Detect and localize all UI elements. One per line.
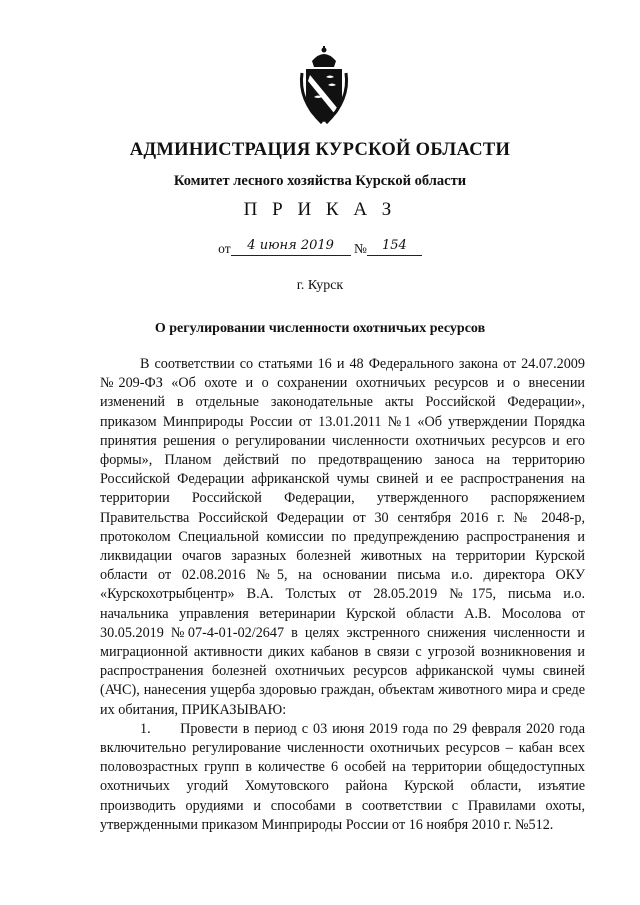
number-field (367, 238, 422, 256)
doc-type: П Р И К А З (243, 199, 397, 220)
body-text (100, 355, 589, 835)
committee-name: Комитет лесного хозяйства Курской области (173, 173, 467, 189)
org-name: АДМИНИСТРАЦИЯ КУРСКОЙ ОБЛАСТИ (129, 140, 511, 160)
city: г. Курск (296, 278, 344, 293)
date-field (231, 238, 351, 256)
subject-heading: О регулировании численности охотничьих ресурсов (154, 321, 486, 336)
date-handwritten: 4 июня 2019 (247, 238, 334, 253)
date-prefix: от (218, 241, 231, 256)
coat-of-arms-icon (296, 45, 352, 125)
number-handwritten: 154 (381, 238, 407, 253)
preamble-paragraph: В соответствии со статьями 16 и 48 Федерального закона от 24.07.2009 №209-ФЗ «Об охоте и о сохранении охотничьих ресурсов и о внесении изменений в отдельные законодательные акты Российской Федерации», приказом Минприроды России от 13.01.2011 №1 «Об утверждении Порядка принятия решения о регулировании численности охотничьих ресурсов и его формы», Планом действий по предотвращению заноса на территорию Российской Федерации африканской чумы свиней и ее распространения на территории Российской Федерации, утвержденного распоряжением Правительства Российской Федерации от 30 сентября 2016 г. № 2048-р, протоколом Специальной комиссии по предупреждению распространения и ликвидации очагов заразных болезней животных на территории Курской области от 02.08.2016 №5, на основании письма и.о. директора ОКУ «Курскохотрыбцентр» В.А. Толстых от 28.05.2019 №175, письма и.о. начальника управления ветеринарии Курской области А.В. Мосолова от 30.05.2019 №07-4-01-02/2647 в целях экстренного снижения численности и миграционной активности диких кабанов в связи с угрозой возникновения и распространения болезней охотничьих ресурсов африканской чумы свиней (АЧС), нанесения ущерба здоровью граждан, объектам животного мира и среде их обитания, ПРИКАЗЫВАЮ: (100, 356, 585, 718)
date-line (0, 238, 640, 257)
item-1-paragraph: 1. Провести в период с 03 июня 2019 года по 29 февраля 2020 года включительно регулирование численности охотничьих ресурсов – кабан всех половозрастных групп в количестве 6 особей на территории общедоступных охотничьих угодий Хомутовского района Курской области, изъятие производить орудиями и способами в соответствии с Правилами охоты, утвержденными приказом Минприроды России от 16 ноября 2010 г. №512. (100, 720, 589, 833)
number-prefix: № (353, 241, 367, 256)
